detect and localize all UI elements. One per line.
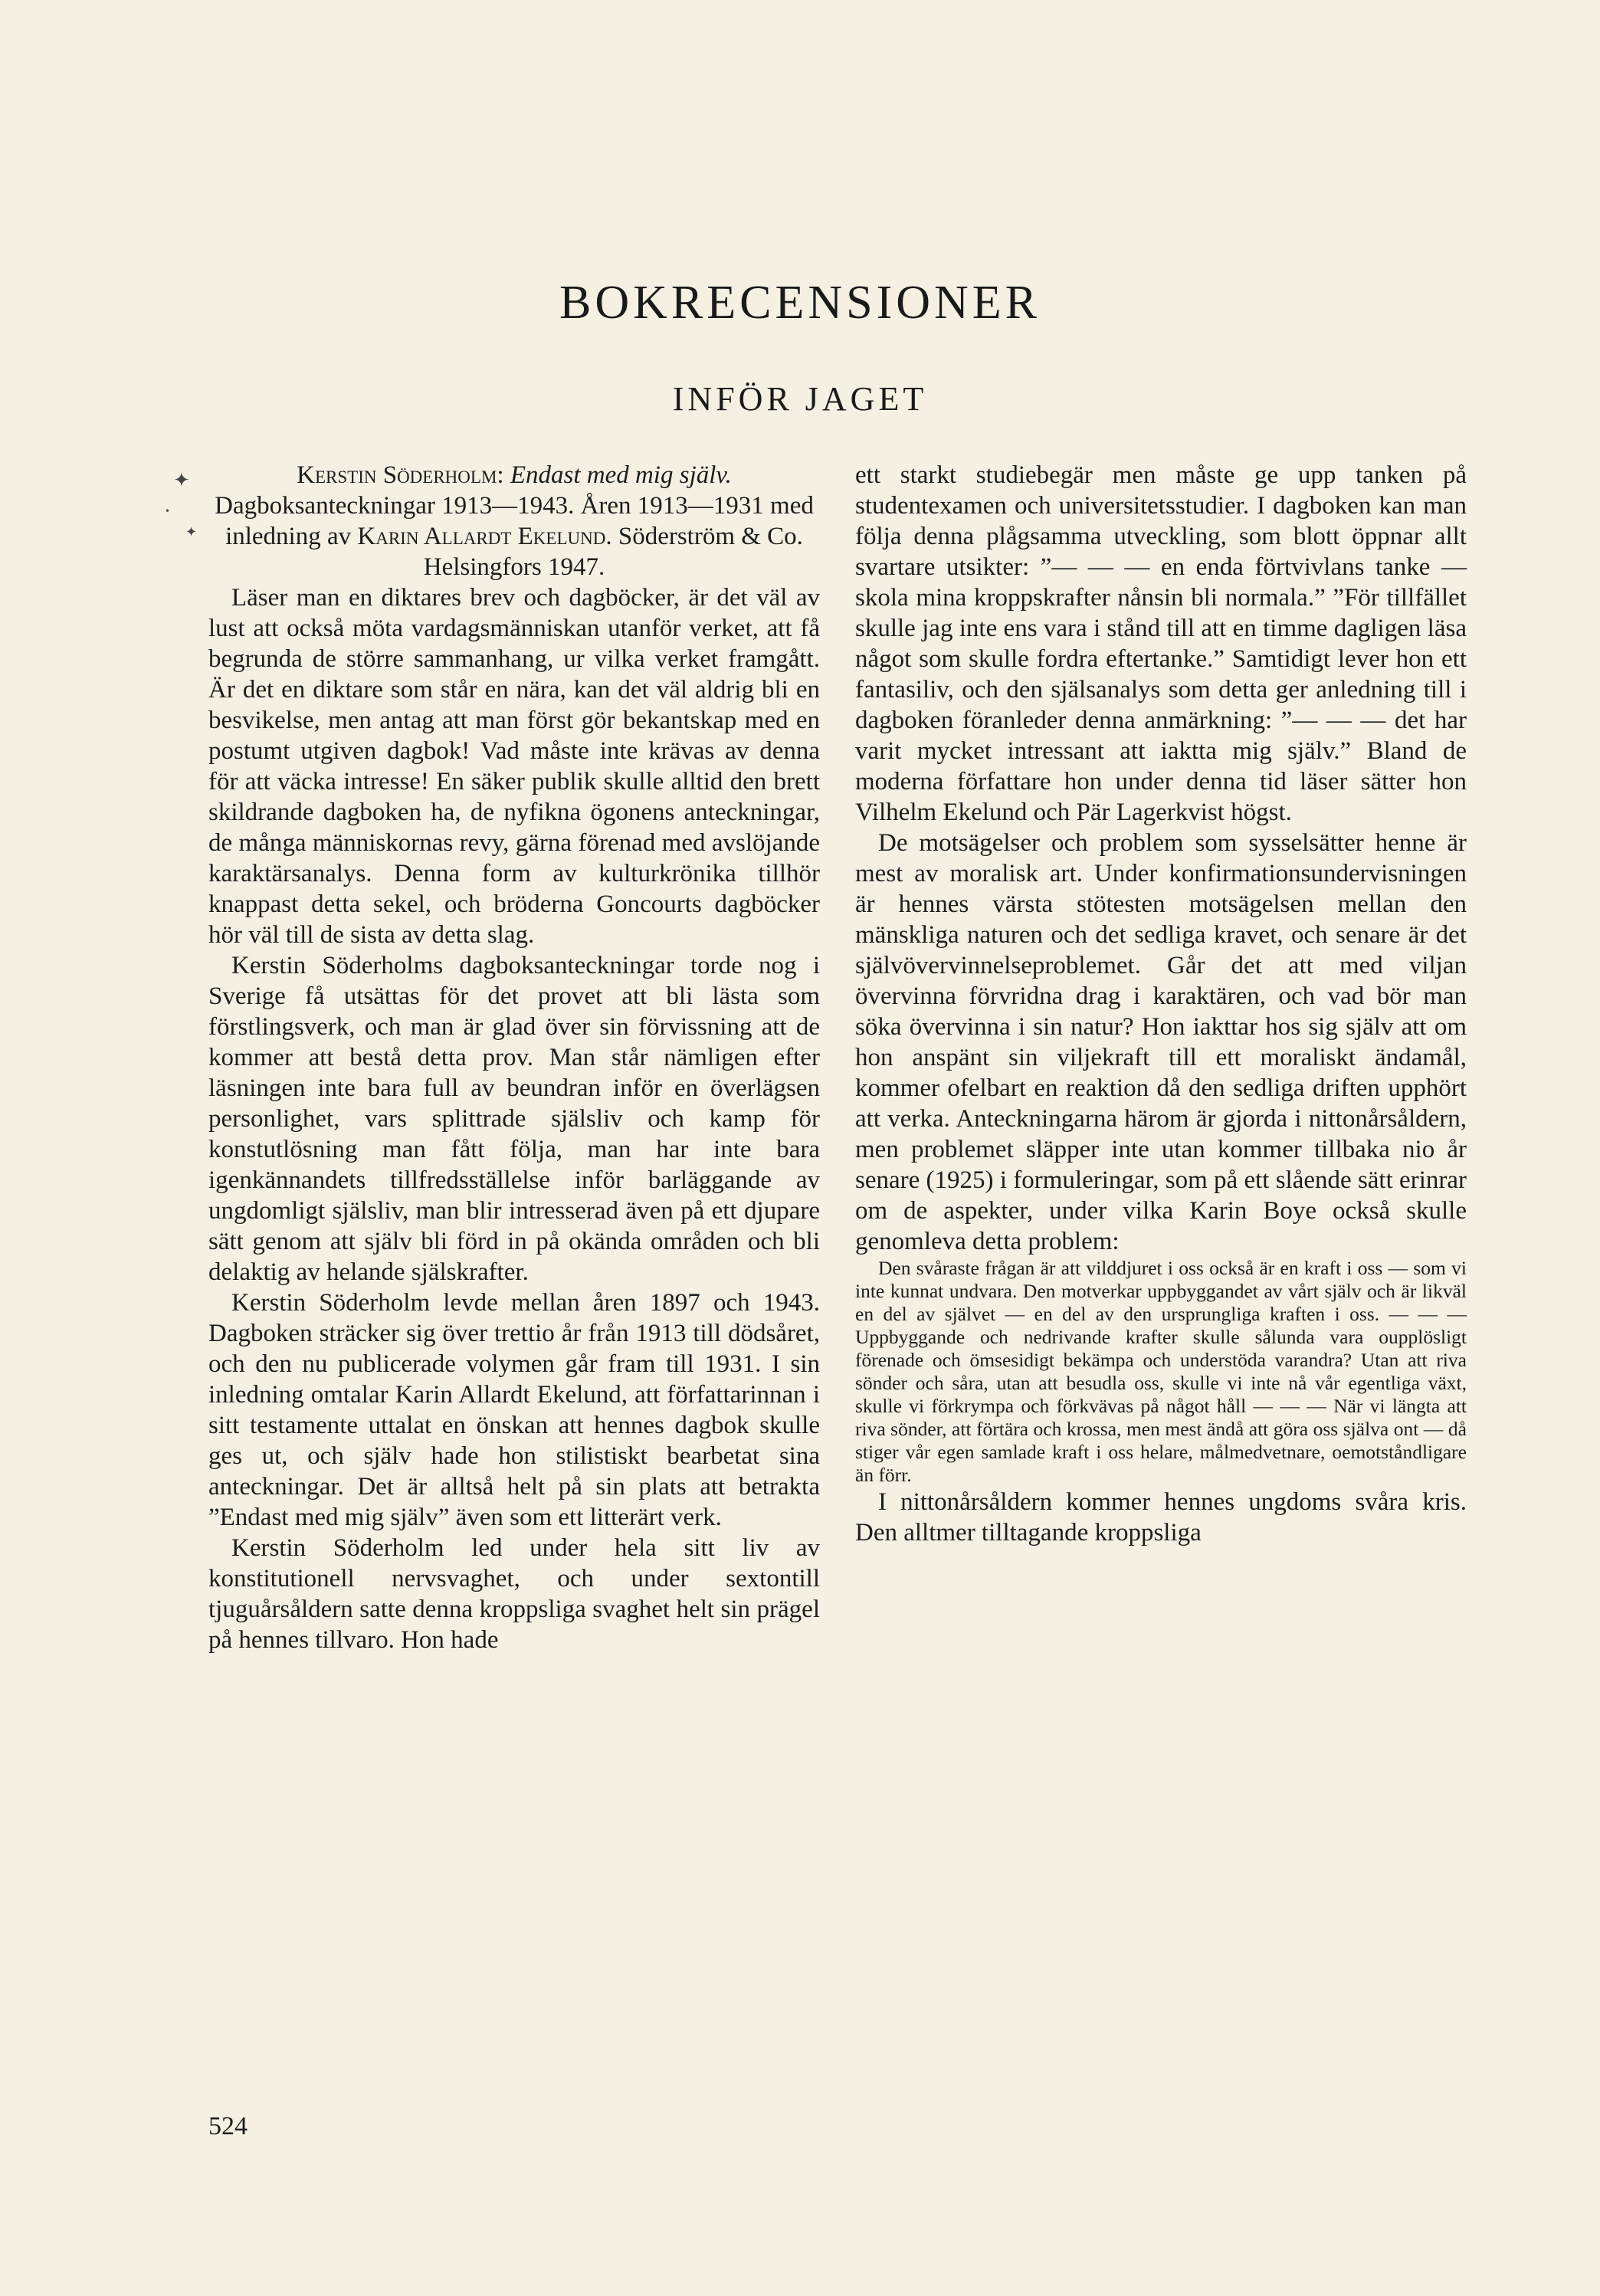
block-quote: Den svåraste frågan är att vilddjuret i oss också är en kraft i oss — som vi inte kunnat undvara. Den motverkar uppbyggandet av vårt själv och är likväl en del av självet — en del av den ursprungliga kraften i oss. — — — Uppbyggande och nedrivande krafter skulle sålunda vara oupplösligt förenade och ömsesidigt bekämpa och understöda varandra? Utan att riva sönder och såra, utan att besudla oss, skulle vi inte nå vår egentliga växt, skulle vi förkrympa och förkvävas på något håll — — — När vi längta att riva sönder, att förtära och krossa, men mest ändå att göra oss själva ont — då stiger vår egen samlade kraft i oss helare, målmedvetnare, oemotståndligare än förr.	[855, 1257, 1467, 1486]
left-paragraph-4: Kerstin Söderholm led under hela sitt liv av konstitutionell nervsvaghet, och under sextontill tjuguårsåldern satte denna kroppsliga svaghet helt sin prägel på hennes tillvaro. Hon hade	[208, 1534, 820, 1654]
book-citation	[208, 460, 820, 582]
left-paragraph-3: Kerstin Söderholm levde mellan åren 1897 och 1943. Dagboken sträcker sig över trettio år från 1913 till dödsåret, och den nu publicerade volymen går fram till 1931. I sin inledning omtalar Karin Allardt Ekelund, att författarinnan i sitt testamente uttalat en önskan att hennes dagbok skulle ges ut, och själv hade hon stilistiskt bearbetat sina anteckningar. Det är alltså helt på sin plats att betrakta ”Endast med mig själv” även som ett litterärt verk.	[208, 1289, 820, 1531]
right-paragraph-2: De motsägelser och problem som sysselsätter henne är mest av moralisk art. Under konfirmationsundervisningen är hennes värsta stötesten motsägelsen mellan den mänskliga naturen och det sedliga kravet, och senare är det självövervinnelseproblemet. Går det att med viljan övervinna förvridna drag i karaktären, och vad bör man söka övervinna i sin natur? Hon iakttar hos sig själv att om hon anspänt sin viljekraft till ett moraliskt ändamål, kommer ofelbart en reaktion då den sedliga driften upphört att verka. Anteckningarna härom är gjorda i nittonårsåldern, men problemet släpper inte utan kommer tillbaka nio år senare (1925) i formuleringar, som på ett slående sätt erinrar om de aspekter, under vilka Karin Boye också skulle genomleva detta problem:	[855, 829, 1467, 1255]
margin-mark: ✦	[173, 469, 190, 491]
right-column	[855, 460, 1467, 1548]
left-paragraph-1: Läser man en diktares brev och dagböcker, är det väl av lust att också möta vardagsmänniskan utanför verket, att få begrunda de större sammanhang, ur vilka verket framgått. Är det en diktare som står en nära, kan det väl aldrig bli en besvikelse, men antag att man först gör bekantskap med en postumt utgiven dagbok! Vad måste inte krävas av denna för att väcka intresse! En säker publik skulle alltid den brett skildrande dagboken ha, de nyfikna ögonens anteckningar, de många människornas revy, gärna förenad med avslöjande karaktärsanalys. Denna form av kulturkrönika tillhör knappast detta sekel, och bröderna Goncourts dagböcker hör väl till de sista av detta slag.	[208, 584, 820, 949]
margin-dot: •	[166, 506, 169, 517]
citation-author-separator: :	[497, 461, 510, 489]
margin-mark-small: ✦	[185, 524, 198, 540]
main-heading: BOKRECENSIONER	[559, 277, 1041, 329]
section-heading: INFÖR JAGET	[672, 380, 928, 418]
left-column	[208, 460, 820, 1655]
citation-publisher: . Söderström & Co. Helsingfors 1947.	[423, 523, 803, 581]
right-paragraph-3: I nittonårsåldern kommer hennes ungdoms svåra kris. Den alltmer tilltagande kroppsliga	[855, 1488, 1467, 1547]
citation-editor: Karin Allardt Ekelund	[357, 523, 606, 550]
citation-author: Kerstin Söderholm	[297, 461, 497, 489]
right-paragraph-continuation: ett starkt studiebegär men måste ge upp tanken på studentexamen och universitetsstudier. I dagboken kan man följa denna plågsamma utveckling, som blott öppnar allt svartare utsikter: ”— — — en enda förtvivlans tanke — skola mina kroppskrafter nånsin bli normala.” ”För tillfället skulle jag inte ens vara i stånd till att en timme dagligen läsa något som skulle fordra eftertanke.” Samtidigt lever hon ett fantasiliv, och den själsanalys som detta ger anledning till i dagboken föranleder denna anmärkning: ”— — — det har varit mycket intressant att iaktta mig själv.” Bland de moderna författare hon under denna tid läser sätter hon Vilhelm Ekelund och Pär Lagerkvist högst.	[855, 461, 1467, 826]
left-paragraph-2: Kerstin Söderholms dagboksanteckningar torde nog i Sverige få utsättas för det provet att bli lästa som förstlingsverk, och man är glad över sin förvissning att de kommer att bestå detta prov. Man står nämligen efter läsningen inte bara full av beundran inför en överlägsen personlighet, vars splittrade själsliv och kamp för konstutlösning man fått följa, man har inte bara igenkännandets tillfredsställelse inför barläggande av ungdomligt själsliv, man blir intresserad även på ett djupare sätt genom att själv bli förd in på okända områden och bli delaktig av helande själskrafter.	[208, 952, 820, 1286]
page-number: 524	[208, 2112, 248, 2140]
citation-title: Endast med mig själv.	[510, 461, 732, 489]
citation-subtitle: Dagboksanteckningar 1913—1943. Åren 1913—1931 med inledning av	[215, 492, 814, 550]
